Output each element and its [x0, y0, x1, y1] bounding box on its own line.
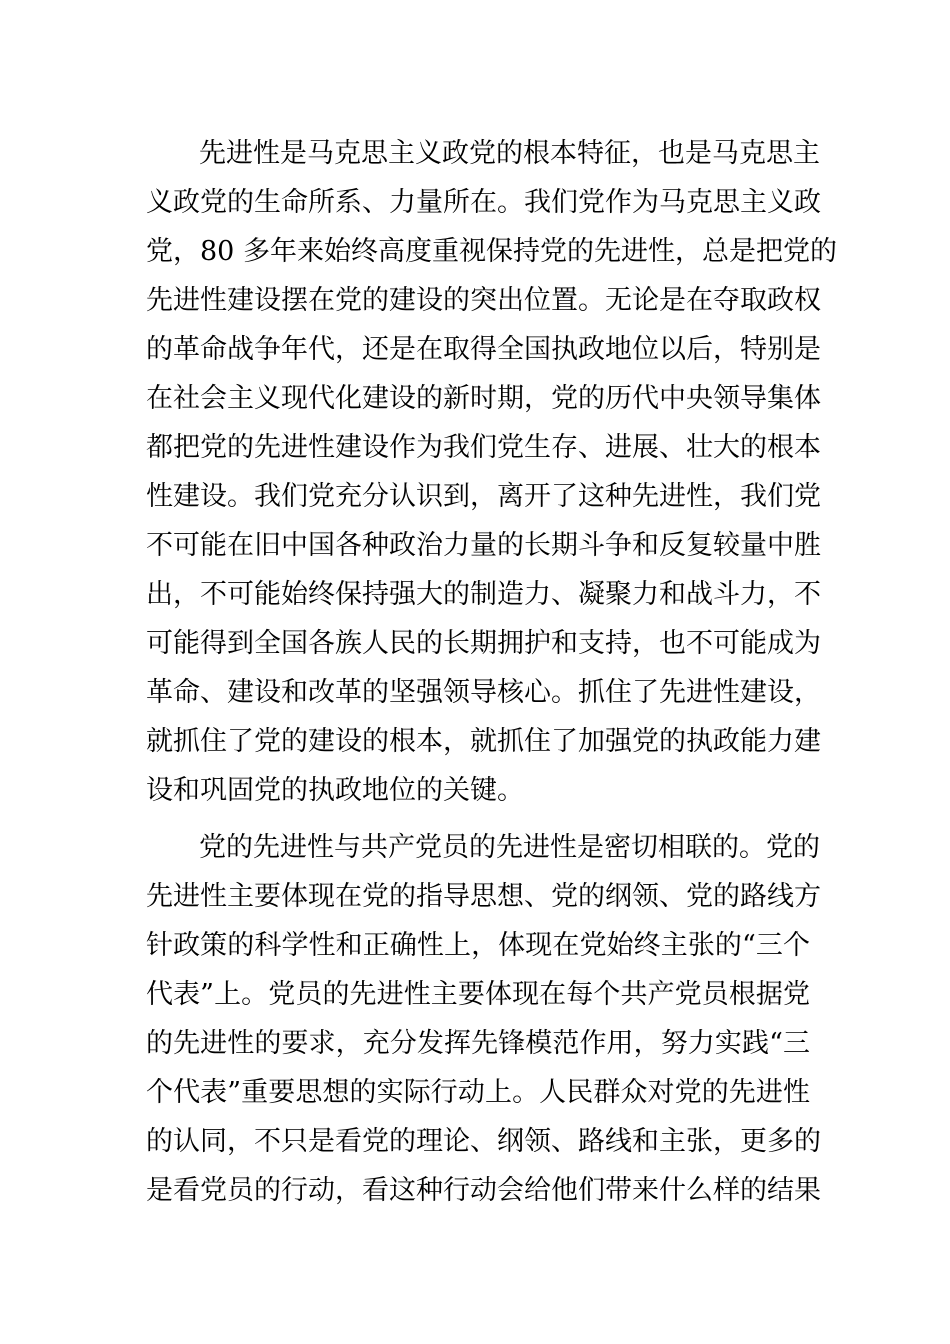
text-line: 可能得到全国各族人民的长期拥护和支持，也不可能成为 — [146, 628, 821, 659]
text-line: 党，80 多年来始终高度重视保持党的先进性，总是把党的 — [146, 236, 837, 267]
text-line: 就抓住了党的建设的根本，就抓住了加强党的执政能力建 — [146, 726, 821, 757]
text-line: 先进性是马克思主义政党的根本特征，也是马克思主 — [199, 138, 820, 169]
text-line: 的认同，不只是看党的理论、纲领、路线和主张，更多的 — [146, 1126, 821, 1157]
text-line: 先进性建设摆在党的建设的突出位置。无论是在夺取政权 — [146, 285, 821, 316]
text-line: 都把党的先进性建设作为我们党生存、进展、壮大的根本 — [146, 432, 821, 463]
text-line: 的先进性的要求，充分发挥先锋模范作用，努力实践“三 — [146, 1028, 810, 1059]
text-line: 个代表”重要思想的实际行动上。人民群众对党的先进性 — [146, 1077, 810, 1108]
text-line: 设和巩固党的执政地位的关键。 — [146, 775, 524, 806]
text-line: 的革命战争年代，还是在取得全国执政地位以后，特别是 — [146, 334, 821, 365]
text-line: 在社会主义现代化建设的新时期，党的历代中央领导集体 — [146, 383, 821, 414]
text-line: 出，不可能始终保持强大的制造力、凝聚力和战斗力，不 — [146, 579, 821, 610]
text-line: 先进性主要体现在党的指导思想、党的纲领、党的路线方 — [146, 881, 821, 912]
text-line: 代表”上。党员的先进性主要体现在每个共产党员根据党 — [146, 979, 810, 1010]
text-line: 革命、建设和改革的坚强领导核心。抓住了先进性建设， — [146, 677, 821, 708]
text-line: 义政党的生命所系、力量所在。我们党作为马克思主义政 — [146, 187, 821, 218]
text-line: 党的先进性与共产党员的先进性是密切相联的。党的 — [199, 832, 820, 863]
text-line: 是看党员的行动，看这种行动会给他们带来什么样的结果 — [146, 1175, 821, 1206]
text-line: 不可能在旧中国各种政治力量的长期斗争和反复较量中胜 — [146, 530, 821, 561]
text-line: 针政策的科学性和正确性上，体现在党始终主张的“三个 — [146, 930, 810, 961]
text-line: 性建设。我们党充分认识到，离开了这种先进性，我们党 — [146, 481, 821, 512]
